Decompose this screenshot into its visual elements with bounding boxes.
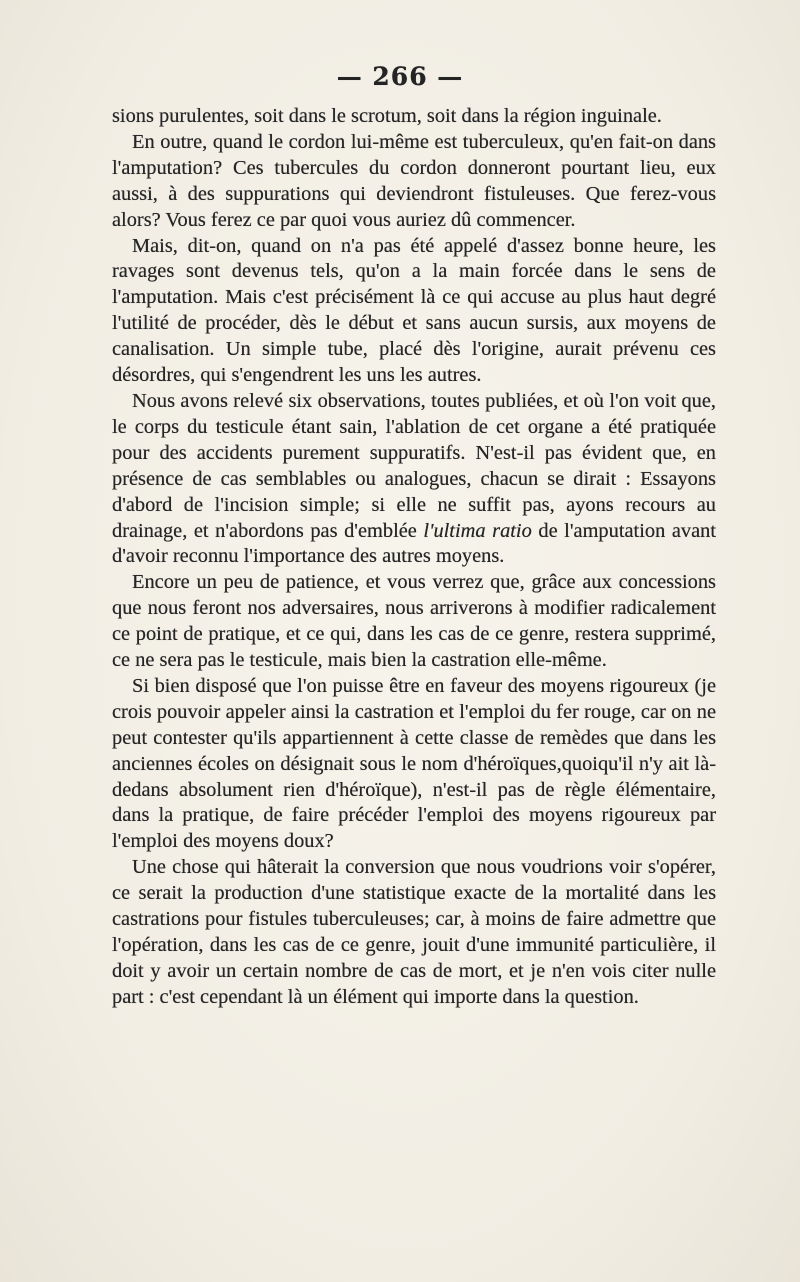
text-segment: de l'amputation avant d'avoir reconnu l'importance des autres moyens.: [112, 519, 716, 568]
paragraph: [112, 570, 716, 674]
text-segment: Mais, dit-on, quand on n'a pas été appelé d'assez bonne heure, les ravages sont devenus tels, qu'on a la main forcée dans le sens de l'amputation. Mais c'est précisément là ce qui accuse au plus haut degré l'utilité de procéder, dès le début et sans aucun sursis, aux moyens de canalisation. Un simple tube, placé dès l'origine, aurait prévenu ces désordres, qui s'engendrent les uns les autres.: [112, 234, 716, 387]
italic-phrase: l'ultima ratio: [423, 519, 532, 542]
text-segment: Nous avons relevé six observations, toutes publiées, et où l'on voit que, le corps du testicule étant sain, l'ablation de cet organe a été pratiquée pour des accidents purement suppuratifs. N'est-il pas évident que, en présence de cas semblables ou analogues, chacun se dirait : Essayons d'abord de l'incision simple; si elle ne suffit pas, ayons recours au drainage, et n'abordons pas d'emblée: [112, 389, 716, 542]
text-segment: Une chose qui hâterait la conversion que nous voudrions voir s'opérer, ce serait la production d'une statistique exacte de la mortalité dans les castrations pour fistules tuberculeuses; car, à moins de faire admettre que l'opération, dans les cas de ce genre, jouit d'une immunité particulière, il doit y avoir un certain nombre de cas de mort, et je n'en vois citer nulle part : c'est cependant là un élément qui importe dans la question.: [112, 856, 716, 1008]
paragraph: [112, 674, 716, 855]
body-text: [112, 104, 716, 1011]
page-number: — 266 —: [336, 62, 464, 91]
paragraph: [112, 104, 716, 130]
paragraph: [112, 389, 716, 570]
text-segment: Encore un peu de patience, et vous verrez que, grâce aux concessions que nous feront nos adversaires, nous arriverons à modifier radicalement ce point de pratique, et ce qui, dans les cas de ce genre, restera supprimé, ce ne sera pas le testicule, mais bien la castration elle-même.: [112, 571, 716, 672]
paragraph: [112, 234, 716, 389]
text-segment: En outre, quand le cordon lui-même est tuberculeux, qu'en fait-on dans l'amputation? Ces tubercules du cordon donneront pourtant lieu, eux aussi, à des suppurations qui deviendront fistuleuses. Que ferez-vous alors? Vous ferez ce par quoi vous auriez dû commencer.: [112, 130, 716, 231]
paragraph: [112, 855, 716, 1010]
text-segment: Si bien disposé que l'on puisse être en faveur des moyens rigoureux (je crois pouvoir appeler ainsi la castration et l'emploi du fer rouge, car on ne peut contester qu'ils appartiennent à cette classe de remèdes que dans les anciennes écoles on désignait sous le nom d'héroïques,quoiqu'il n'y ait là-dedans absolument rien d'héroïque), n'est-il pas de règle élémentaire, dans la pratique, de faire précéder l'emploi des moyens rigoureux par l'emploi des moyens doux?: [112, 674, 716, 853]
paragraph: [112, 130, 716, 234]
text-segment: sions purulentes, soit dans le scrotum, soit dans la région inguinale.: [112, 105, 662, 127]
